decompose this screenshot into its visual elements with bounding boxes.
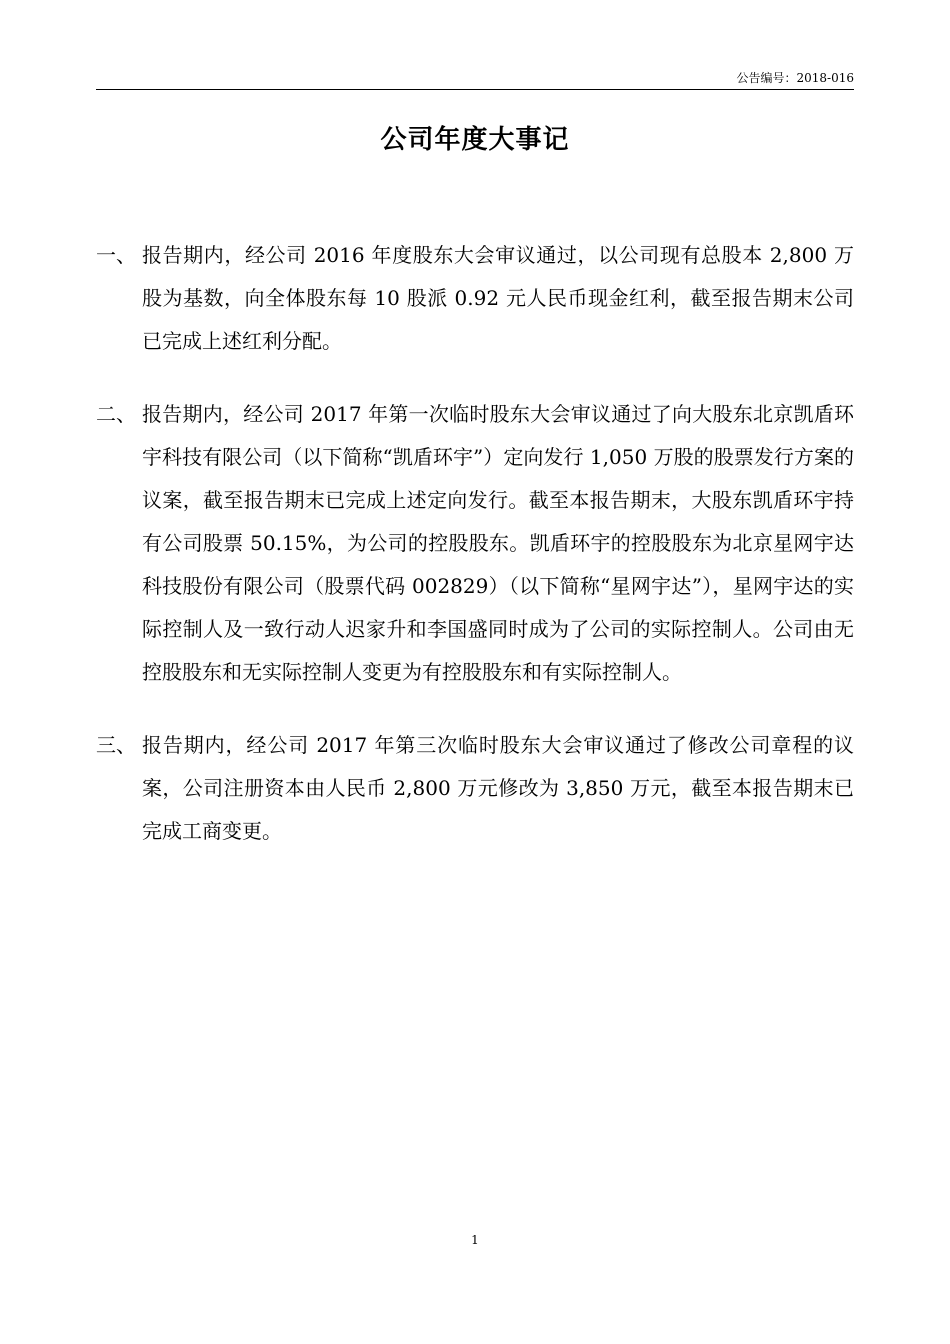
page-number: 1 — [471, 1233, 479, 1247]
event-item-3 — [96, 724, 854, 853]
event-item-marker: 三、 — [96, 733, 136, 757]
event-list — [96, 234, 854, 883]
event-item-text: 报告期内，经公司 2017 年第三次临时股东大会审议通过了修改公司章程的议案，公司注册资本由人民币 2,800 万元修改为 3,850 万元，截至本报告期末已完成工商变更。 — [142, 733, 854, 843]
event-item-text: 报告期内，经公司 2016 年度股东大会审议通过，以公司现有总股本 2,800 万股为基数，向全体股东每 10 股派 0.92 元人民币现金红利，截至报告期末公司已完成上述红利分配。 — [142, 243, 854, 353]
header-rule — [96, 89, 854, 90]
event-item-marker: 二、 — [96, 402, 136, 426]
page-title: 公司年度大事记 — [380, 125, 570, 155]
event-item-marker: 一、 — [96, 243, 136, 267]
announcement-code: 公告编号：2018-016 — [736, 71, 854, 85]
event-item-text: 报告期内，经公司 2017 年第一次临时股东大会审议通过了向大股东北京凯盾环宇科技有限公司（以下简称“凯盾环宇”）定向发行 1,050 万股的股票发行方案的议案，截至报告期末已完成上述定向发行。截至本报告期末，大股东凯盾环宇持有公司股票 50.15%，为公司的控股股东。凯盾环宇的控股股东为北京星网宇达科技股份有限公司（股票代码 002829）（以下简称“星网宇达”），星网宇达的实际控制人及一致行动人迟家升和李国盛同时成为了公司的实际控制人。公司由无控股股东和无实际控制人变更为有控股股东和有实际控制人。 — [142, 402, 854, 684]
event-item-1 — [96, 234, 854, 363]
event-item-2 — [96, 393, 854, 694]
